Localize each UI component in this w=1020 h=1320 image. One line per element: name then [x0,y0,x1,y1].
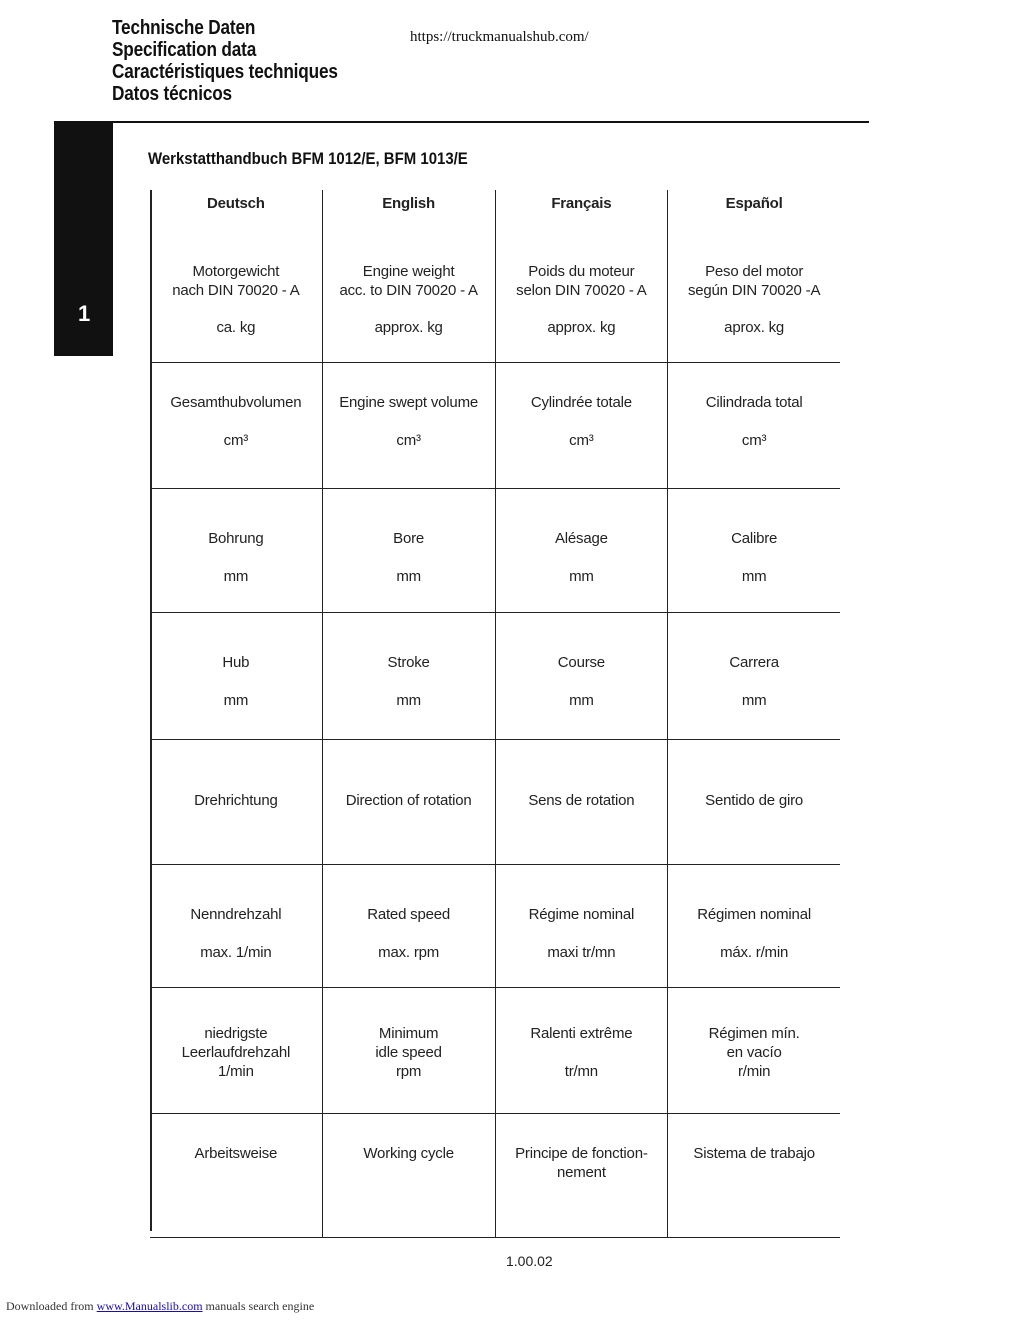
table-cell-de [150,988,322,1113]
column-header-es: Español [725,195,783,212]
cell-text: Cylindrée totale [530,394,632,411]
column-header-fr: Français [551,195,612,212]
cell-unit: mm [223,692,249,709]
table-cell-de [150,1114,322,1237]
cell-text: Alésage [554,530,608,547]
title-english: Specification data [112,39,257,61]
cell-text: Arbeitsweise [194,1145,278,1162]
cell-unit: aprox. kg [724,319,785,336]
cell-unit: mm [223,568,249,585]
cell-text: Engine swept volume [339,394,479,411]
cell-unit: maxi tr/mn [547,944,616,961]
table-cell-de [150,363,322,488]
cell-text: Motorgewicht [192,263,280,280]
title-french: Caractéristiques techniques [112,61,338,83]
cell-text: Ralenti extrême [530,1025,633,1042]
cell-unit: cm³ [223,432,249,449]
cell-text: Course [557,654,605,671]
table-cell-de [150,489,322,612]
cell-text: selon DIN 70020 - A [516,282,647,299]
cell-text: 1/min [218,1063,254,1080]
table-row [150,740,840,865]
cell-text: Drehrichtung [194,792,278,809]
cell-unit: máx. r/min [720,944,789,961]
cell-unit: mm [741,568,767,585]
cell-text: Régimen mín. [708,1025,800,1042]
table-cell-fr [495,190,668,362]
column-header-en: English [382,195,436,212]
table-row [150,1114,840,1238]
section-tab-number: 1 [78,301,91,326]
title-german: Technische Daten [112,17,256,39]
cell-text: Calibre [731,530,778,547]
cell-unit: approx. kg [374,319,443,336]
table-cell-fr [495,865,668,987]
table-cell-en [322,740,495,864]
cell-text: Cilindrada total [705,394,803,411]
table-cell-es [667,740,840,864]
page-number: 1.00.02 [506,1253,553,1269]
header-rule [54,121,869,123]
table-cell-es [667,190,840,362]
cell-text: Principe de fonction- [515,1145,648,1162]
cell-text: Poids du moteur [528,263,635,280]
cell-text: Bohrung [208,530,264,547]
table-cell-de [150,865,322,987]
cell-text: idle speed [375,1044,442,1061]
cell-text: Rated speed [367,906,451,923]
table-cell-en [322,988,495,1113]
source-url[interactable]: https://truckmanualshub.com/ [410,29,589,45]
cell-text: Leerlaufdrehzahl [181,1044,291,1061]
cell-text: Sentido de giro [705,792,804,809]
spec-table [150,190,840,1238]
cell-unit: cm³ [741,432,767,449]
cell-text: en vacío [726,1044,782,1061]
cell-text: Régimen nominal [697,906,811,923]
cell-text: Working cycle [363,1145,454,1162]
table-cell-fr [495,489,668,612]
download-footer [6,1299,314,1314]
cell-text: tr/mn [564,1063,598,1080]
document-titles [112,17,374,105]
cell-text: Direction of rotation [345,792,472,809]
cell-text: niedrigste [204,1025,268,1042]
table-cell-en [322,190,495,362]
cell-text [496,1043,668,1062]
cell-text: r/min [737,1063,771,1080]
table-row [150,613,840,740]
cell-unit: mm [396,692,421,709]
footer-suffix: manuals search engine [205,1299,315,1313]
table-cell-de [150,190,322,362]
table-cell-es [667,613,840,739]
column-header-de: Deutsch [206,195,265,212]
table-cell-en [322,865,495,987]
cell-unit: cm³ [396,432,421,449]
cell-text: Stroke [387,654,430,671]
cell-text: nement [556,1164,606,1181]
cell-text: acc. to DIN 70020 - A [339,282,478,299]
table-row [150,489,840,613]
cell-unit: mm [569,568,594,585]
cell-text: Nenndrehzahl [190,906,282,923]
table-row [150,190,840,363]
cell-text: nach DIN 70020 - A [172,282,300,299]
table-cell-fr [495,613,668,739]
table-cell-es [667,1114,840,1237]
table-cell-de [150,613,322,739]
cell-unit: cm³ [569,432,594,449]
cell-unit: approx. kg [547,319,616,336]
cell-text: Régime nominal [528,906,635,923]
manualslib-link[interactable]: www.Manualslib.com [96,1299,203,1313]
cell-text: Bore [393,530,425,547]
table-cell-fr [495,988,668,1113]
cell-text: Hub [222,654,250,671]
cell-unit: mm [569,692,594,709]
table-cell-es [667,489,840,612]
table-cell-es [667,363,840,488]
table-cell-fr [495,740,668,864]
title-spanish: Datos técnicos [112,83,232,105]
cell-unit: mm [741,692,767,709]
table-cell-fr [495,363,668,488]
table-cell-en [322,613,495,739]
table-cell-de [150,740,322,864]
cell-text: Peso del motor [705,263,804,280]
cell-unit: max. rpm [378,944,440,961]
cell-text: Sens de rotation [528,792,635,809]
cell-text: Engine weight [362,263,455,280]
cell-unit: ca. kg [216,319,256,336]
table-cell-en [322,363,495,488]
cell-unit: max. 1/min [200,944,272,961]
table-cell-es [667,988,840,1113]
table-row [150,363,840,489]
cell-unit: mm [396,568,421,585]
table-row [150,988,840,1114]
cell-text: rpm [396,1063,422,1080]
table-cell-es [667,865,840,987]
table-cell-en [322,1114,495,1237]
cell-text: Carrera [729,654,779,671]
cell-text: según DIN 70020 -A [687,282,821,299]
table-cell-fr [495,1114,668,1237]
cell-text: Gesamthubvolumen [170,394,302,411]
footer-prefix: Downloaded from [6,1299,94,1313]
table-row [150,865,840,988]
manual-subtitle: Werkstatthandbuch BFM 1012/E, BFM 1013/E [148,149,468,168]
table-cell-en [322,489,495,612]
cell-text: Minimum [378,1025,439,1042]
cell-text: Sistema de trabajo [693,1145,815,1162]
